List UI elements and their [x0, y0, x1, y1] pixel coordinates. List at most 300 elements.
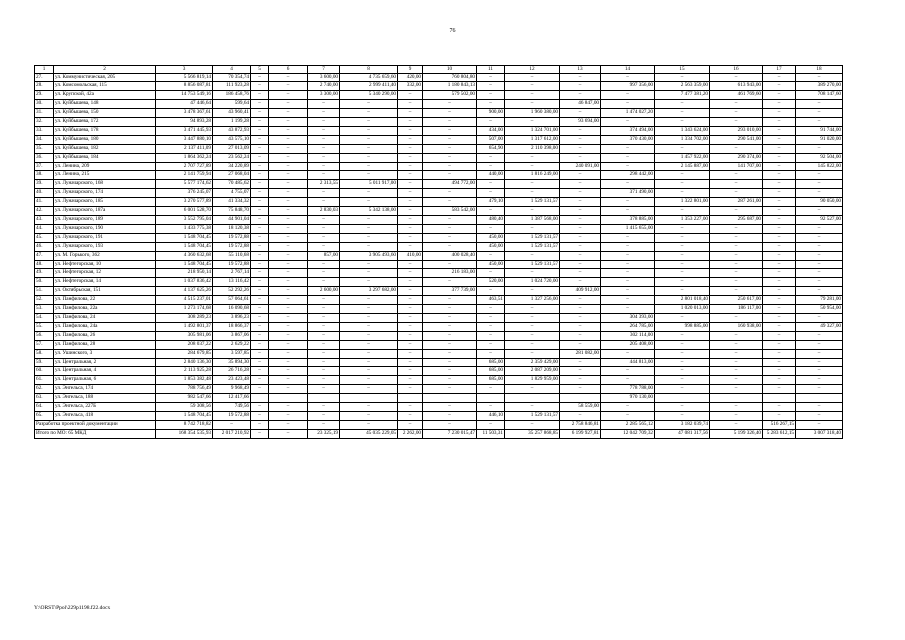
value-cell: –: [398, 171, 423, 180]
value-cell: –: [655, 385, 710, 394]
value-cell: –: [477, 100, 505, 109]
value-cell: –: [560, 313, 601, 322]
value-cell: –: [601, 144, 655, 153]
value-cell: 57 064,61: [213, 296, 251, 305]
value-cell: –: [655, 251, 710, 260]
table-row: [35, 118, 843, 127]
row-number: 41.: [35, 198, 54, 207]
value-cell: –: [560, 385, 601, 394]
row-number: 64.: [35, 403, 54, 412]
table-row: [35, 171, 843, 180]
value-cell: –: [308, 135, 340, 144]
value-cell: –: [763, 367, 796, 376]
value-cell: –: [398, 109, 423, 118]
value-cell: –: [423, 278, 477, 287]
value-cell: –: [251, 144, 269, 153]
address-cell: ул. Луначарского, 189: [54, 216, 156, 225]
value-cell: 1 474 027,20: [601, 109, 655, 118]
value-cell: –: [269, 198, 308, 207]
value-cell: 2 707 727,89: [156, 162, 213, 171]
value-cell: –: [251, 242, 269, 251]
value-cell: [398, 394, 423, 403]
value-cell: 1 492 801,37: [156, 322, 213, 331]
value-cell: 93 694,00: [560, 118, 601, 127]
value-cell: 264 785,00: [601, 322, 655, 331]
value-cell: 145 822,00: [796, 162, 843, 171]
column-number: 17: [763, 66, 796, 74]
value-cell: –: [251, 260, 269, 269]
value-cell: –: [398, 385, 423, 394]
value-cell: –: [423, 367, 477, 376]
summary-value: –: [251, 420, 269, 429]
table-row: [35, 296, 843, 305]
value-cell: –: [763, 216, 796, 225]
table-row: [35, 278, 843, 287]
value-cell: 420,00: [398, 73, 423, 82]
value-cell: –: [560, 126, 601, 135]
value-cell: 997 356,00: [601, 82, 655, 91]
value-cell: –: [796, 349, 843, 358]
value-cell: –: [560, 189, 601, 198]
value-cell: 444 813,00: [601, 358, 655, 367]
summary-value: 2 758 846,81: [560, 420, 601, 429]
value-cell: 27 068,04: [213, 171, 251, 180]
value-cell: –: [505, 189, 560, 198]
value-cell: –: [560, 411, 601, 420]
value-cell: –: [423, 233, 477, 242]
value-cell: 3 447 880,10: [156, 135, 213, 144]
value-cell: –: [763, 118, 796, 127]
value-cell: –: [308, 340, 340, 349]
value-cell: –: [423, 171, 477, 180]
value-cell: 19 572,88: [213, 260, 251, 269]
row-number: 58.: [35, 349, 54, 358]
value-cell: 332,00: [398, 82, 423, 91]
value-cell: –: [269, 322, 308, 331]
value-cell: –: [398, 313, 423, 322]
column-number-row: [35, 66, 843, 74]
value-cell: 1 548 704,45: [156, 260, 213, 269]
value-cell: –: [423, 385, 477, 394]
value-cell: –: [398, 278, 423, 287]
value-cell: –: [796, 367, 843, 376]
value-cell: 19 572,88: [213, 242, 251, 251]
value-cell: 55 110,68: [213, 251, 251, 260]
value-cell: –: [398, 367, 423, 376]
value-cell: 970 130,00: [601, 394, 655, 403]
table-row: [35, 91, 843, 100]
value-cell: –: [423, 216, 477, 225]
value-cell: 302 114,00: [601, 331, 655, 340]
value-cell: –: [655, 207, 710, 216]
row-number: 51.: [35, 287, 54, 296]
value-cell: 2 629,22: [213, 340, 251, 349]
value-cell: –: [655, 171, 710, 180]
row-number: 55.: [35, 322, 54, 331]
value-cell: –: [710, 242, 763, 251]
value-cell: –: [560, 73, 601, 82]
value-cell: –: [398, 287, 423, 296]
value-cell: –: [340, 171, 398, 180]
value-cell: –: [398, 269, 423, 278]
value-cell: –: [560, 180, 601, 189]
value-cell: –: [710, 171, 763, 180]
value-cell: [308, 394, 340, 403]
value-cell: [477, 394, 505, 403]
address-cell: ул. Энгельса, 188: [54, 394, 156, 403]
value-cell: –: [269, 305, 308, 314]
value-cell: –: [710, 118, 763, 127]
value-cell: –: [251, 340, 269, 349]
value-cell: –: [308, 198, 340, 207]
value-cell: –: [308, 224, 340, 233]
address-cell: ул. Энгельса, 227Б: [54, 403, 156, 412]
value-cell: –: [269, 100, 308, 109]
value-cell: –: [398, 100, 423, 109]
value-cell: –: [655, 224, 710, 233]
value-cell: –: [796, 358, 843, 367]
summary-value: 5 283 612,15: [763, 429, 796, 438]
value-cell: –: [308, 313, 340, 322]
value-cell: –: [340, 331, 398, 340]
value-cell: 998 885,00: [655, 322, 710, 331]
value-cell: 370 430,00: [601, 135, 655, 144]
summary-value: 23 325,19: [308, 429, 340, 438]
value-cell: 91 744,00: [796, 126, 843, 135]
value-cell: 7 477 381,20: [655, 91, 710, 100]
value-cell: –: [560, 305, 601, 314]
value-cell: –: [340, 349, 398, 358]
value-cell: –: [477, 224, 505, 233]
value-cell: –: [655, 180, 710, 189]
value-cell: [763, 394, 796, 403]
column-number: 2: [54, 66, 156, 74]
value-cell: 205 408,00: [601, 340, 655, 349]
address-cell: ул. Луначарского, 168: [54, 180, 156, 189]
value-cell: –: [796, 313, 843, 322]
row-number: 60.: [35, 367, 54, 376]
table-row: [35, 269, 843, 278]
value-cell: –: [560, 171, 601, 180]
value-cell: –: [601, 153, 655, 162]
value-cell: 75 848,70: [213, 207, 251, 216]
value-cell: –: [710, 144, 763, 153]
value-cell: 27 013,09: [213, 144, 251, 153]
value-cell: –: [269, 162, 308, 171]
value-cell: 1 415 655,00: [601, 224, 655, 233]
value-cell: 50 954,00: [796, 305, 843, 314]
value-cell: 92 504,00: [796, 153, 843, 162]
value-cell: –: [269, 385, 308, 394]
value-cell: –: [763, 100, 796, 109]
value-cell: –: [505, 287, 560, 296]
summary-value: 35 257 868,85: [505, 429, 560, 438]
summary-value: 3 007 318,40: [796, 429, 843, 438]
value-cell: [505, 394, 560, 403]
value-cell: –: [251, 135, 269, 144]
value-cell: –: [423, 144, 477, 153]
value-cell: –: [251, 296, 269, 305]
value-cell: –: [796, 340, 843, 349]
value-cell: –: [710, 376, 763, 385]
value-cell: –: [251, 305, 269, 314]
value-cell: –: [251, 313, 269, 322]
value-cell: 2 145 887,00: [655, 162, 710, 171]
value-cell: –: [340, 278, 398, 287]
value-cell: –: [398, 403, 423, 412]
value-cell: –: [340, 376, 398, 385]
value-cell: 1 322 801,00: [655, 198, 710, 207]
value-cell: –: [763, 385, 796, 394]
value-cell: 59 308,56: [156, 403, 213, 412]
value-cell: –: [505, 322, 560, 331]
value-cell: –: [560, 198, 601, 207]
value-cell: 377 739,00: [423, 287, 477, 296]
value-cell: –: [398, 322, 423, 331]
value-cell: 1 529 131,57: [505, 198, 560, 207]
summary-value: 12 042 709,32: [601, 429, 655, 438]
value-cell: –: [423, 349, 477, 358]
value-cell: –: [601, 100, 655, 109]
value-cell: 479,10: [477, 198, 505, 207]
value-cell: 371 490,00: [601, 189, 655, 198]
value-cell: –: [269, 367, 308, 376]
value-cell: –: [655, 411, 710, 420]
value-cell: –: [655, 269, 710, 278]
value-cell: 685,00: [477, 358, 505, 367]
row-number: 59.: [35, 358, 54, 367]
value-cell: 579 502,00: [423, 91, 477, 100]
summary-value: 2 285 565,12: [601, 420, 655, 429]
value-cell: 1 199,28: [213, 118, 251, 127]
value-cell: –: [655, 313, 710, 322]
value-cell: –: [269, 260, 308, 269]
value-cell: –: [601, 349, 655, 358]
row-number: 39.: [35, 180, 54, 189]
value-cell: –: [560, 260, 601, 269]
value-cell: –: [763, 260, 796, 269]
value-cell: –: [251, 207, 269, 216]
value-cell: –: [340, 100, 398, 109]
value-cell: –: [655, 287, 710, 296]
value-cell: –: [269, 251, 308, 260]
value-cell: 290 374,00: [710, 153, 763, 162]
column-number: 10: [423, 66, 477, 74]
address-cell: ул. Ленина, 215: [54, 171, 156, 180]
value-cell: –: [308, 411, 340, 420]
value-cell: 34 220,89: [213, 162, 251, 171]
value-cell: [423, 394, 477, 403]
value-cell: 2 137 411,09: [156, 144, 213, 153]
value-cell: –: [269, 189, 308, 198]
value-cell: –: [269, 349, 308, 358]
table-row: [35, 189, 843, 198]
value-cell: –: [796, 224, 843, 233]
value-cell: –: [251, 251, 269, 260]
value-cell: –: [423, 340, 477, 349]
value-cell: –: [601, 305, 655, 314]
value-cell: –: [398, 349, 423, 358]
value-cell: 186 117,00: [710, 305, 763, 314]
value-cell: 5 340 290,00: [340, 91, 398, 100]
summary-value: 5 199 326,40: [710, 429, 763, 438]
value-cell: –: [398, 260, 423, 269]
row-number: 34.: [35, 135, 54, 144]
value-cell: –: [340, 153, 398, 162]
value-cell: –: [269, 278, 308, 287]
value-cell: 3 597,85: [213, 349, 251, 358]
column-number: 6: [269, 66, 308, 74]
column-number: 18: [796, 66, 843, 74]
value-cell: 3 270 577,89: [156, 198, 213, 207]
value-cell: –: [763, 340, 796, 349]
value-cell: 4 755,07: [213, 189, 251, 198]
value-cell: 507,00: [477, 135, 505, 144]
value-cell: –: [269, 73, 308, 82]
table-row: [35, 198, 843, 207]
value-cell: 1 529 131,57: [505, 242, 560, 251]
table-row: [35, 233, 843, 242]
column-number: 15: [655, 66, 710, 74]
value-cell: –: [269, 269, 308, 278]
row-number: 31.: [35, 109, 54, 118]
value-cell: 2 110 398,00: [505, 144, 560, 153]
value-cell: 3 552 795,04: [156, 216, 213, 225]
value-cell: 2 999 411,40: [340, 82, 398, 91]
value-cell: 749,56: [213, 403, 251, 412]
value-cell: –: [763, 233, 796, 242]
value-cell: –: [308, 278, 340, 287]
value-cell: –: [423, 118, 477, 127]
value-cell: [796, 394, 843, 403]
value-cell: –: [796, 385, 843, 394]
value-cell: 52 292,26: [213, 287, 251, 296]
value-cell: 480,40: [477, 216, 505, 225]
value-cell: –: [710, 189, 763, 198]
value-cell: 613 943,00: [710, 82, 763, 91]
value-cell: –: [560, 340, 601, 349]
value-cell: 400 028,40: [423, 251, 477, 260]
value-cell: –: [251, 180, 269, 189]
value-cell: –: [763, 313, 796, 322]
value-cell: 1 548 704,45: [156, 242, 213, 251]
value-cell: 1 548 704,45: [156, 233, 213, 242]
value-cell: 3 896,23: [213, 313, 251, 322]
value-cell: –: [269, 118, 308, 127]
table-row: [35, 358, 843, 367]
row-number: 63.: [35, 394, 54, 403]
value-cell: –: [505, 224, 560, 233]
table-row: [35, 144, 843, 153]
value-cell: [560, 394, 601, 403]
summary-value: –: [423, 420, 477, 429]
value-cell: –: [340, 313, 398, 322]
value-cell: 2 087 209,00: [505, 367, 560, 376]
value-cell: –: [763, 349, 796, 358]
value-cell: 1 180 843,13: [423, 82, 477, 91]
address-cell: ул. Коммунистическая, 205: [54, 73, 156, 82]
value-cell: –: [763, 189, 796, 198]
value-cell: –: [340, 109, 398, 118]
value-cell: 446,10: [477, 411, 505, 420]
value-cell: –: [763, 82, 796, 91]
value-cell: –: [477, 180, 505, 189]
value-cell: –: [251, 100, 269, 109]
value-cell: –: [655, 118, 710, 127]
value-cell: 4 735 659,60: [340, 73, 398, 82]
table-row: [35, 367, 843, 376]
value-cell: –: [269, 135, 308, 144]
value-cell: –: [796, 287, 843, 296]
value-cell: –: [601, 269, 655, 278]
value-cell: –: [505, 82, 560, 91]
value-cell: –: [308, 100, 340, 109]
row-number: 29.: [35, 91, 54, 100]
value-cell: –: [477, 349, 505, 358]
value-cell: –: [269, 207, 308, 216]
value-cell: –: [655, 403, 710, 412]
value-cell: –: [269, 242, 308, 251]
value-cell: 240 091,00: [560, 162, 601, 171]
value-cell: –: [308, 118, 340, 127]
value-cell: –: [398, 135, 423, 144]
value-cell: –: [477, 189, 505, 198]
row-number: 49.: [35, 269, 54, 278]
value-cell: –: [308, 260, 340, 269]
value-cell: 1 317 612,00: [505, 135, 560, 144]
value-cell: 1 457 922,00: [655, 153, 710, 162]
value-cell: –: [269, 358, 308, 367]
value-cell: –: [308, 233, 340, 242]
value-cell: 374 494,00: [601, 126, 655, 135]
column-number: 13: [560, 66, 601, 74]
value-cell: 287 261,00: [710, 198, 763, 207]
value-cell: –: [763, 411, 796, 420]
value-cell: –: [655, 358, 710, 367]
table-row: [35, 224, 843, 233]
value-cell: –: [710, 233, 763, 242]
value-cell: –: [477, 91, 505, 100]
value-cell: 1 829 959,00: [505, 376, 560, 385]
value-cell: –: [251, 162, 269, 171]
value-cell: 2 313,55: [308, 180, 340, 189]
value-cell: 450,00: [477, 242, 505, 251]
value-cell: –: [340, 367, 398, 376]
value-cell: –: [251, 118, 269, 127]
value-cell: –: [269, 403, 308, 412]
value-cell: –: [398, 296, 423, 305]
value-cell: 378 885,00: [601, 216, 655, 225]
value-cell: 409 912,00: [560, 287, 601, 296]
row-number: 42.: [35, 207, 54, 216]
value-cell: –: [477, 269, 505, 278]
value-cell: –: [269, 313, 308, 322]
value-cell: –: [796, 144, 843, 153]
value-cell: 685,00: [477, 376, 505, 385]
value-cell: –: [423, 224, 477, 233]
value-cell: –: [251, 403, 269, 412]
value-cell: –: [710, 100, 763, 109]
value-cell: –: [340, 340, 398, 349]
value-cell: 5 011 917,00: [340, 180, 398, 189]
value-cell: –: [251, 358, 269, 367]
value-cell: –: [398, 144, 423, 153]
value-cell: –: [710, 287, 763, 296]
table-row: [35, 242, 843, 251]
value-cell: –: [423, 296, 477, 305]
value-cell: –: [710, 73, 763, 82]
value-cell: –: [560, 296, 601, 305]
